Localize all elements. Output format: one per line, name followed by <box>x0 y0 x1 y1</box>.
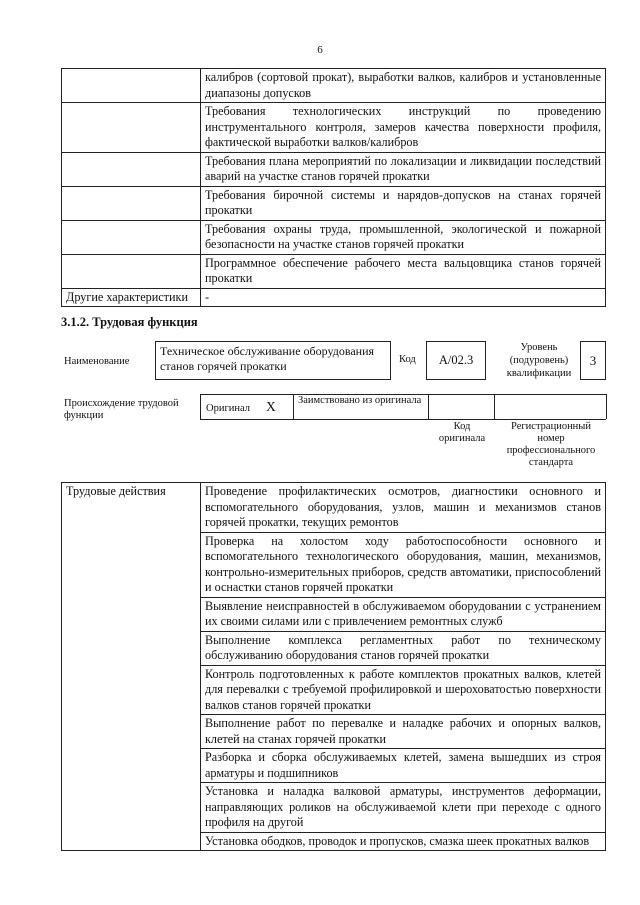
row-value: Требования бирочной системы и нарядов-допусков на станах горячей прокатки <box>201 186 606 220</box>
row-value: - <box>201 288 606 307</box>
labor-action-item: Проведение профилактических осмотров, диагностики основного и вспомогательного оборудования, узлов, машин и механизмов станов горячей прокатки, текущих ремонтов <box>201 483 606 533</box>
knowledge-table <box>61 68 606 307</box>
row-label <box>62 152 201 186</box>
code-original-caption: Код оригинала <box>438 421 486 444</box>
table-row <box>62 220 606 254</box>
row-label: Другие характеристики <box>62 288 201 307</box>
table-row <box>62 69 606 103</box>
function-name-box <box>155 341 391 380</box>
level-value: 3 <box>589 353 597 368</box>
level-label: Уровень (подуровень) квалификации <box>506 342 572 379</box>
table-row <box>62 103 606 153</box>
page-number: 6 <box>317 44 323 56</box>
table-row <box>62 288 606 307</box>
code-value: A/02.3 <box>438 353 474 367</box>
labor-action-item: Установка и наладка валковой арматуры, инструментов деформации, направляющих роликов на обслуживаемой клети при переходе с одного профиля на другой <box>201 783 606 833</box>
level-box <box>580 341 606 380</box>
row-value: Требования технологических инструкций по проведению инструментального контроля, замеров качества поверхности профиля, фактической выработки валков/калибров <box>201 103 606 153</box>
labor-action-item: Выполнение комплекса регламентных работ по техническому обслуживанию оборудования станов горячей прокатки <box>201 631 606 665</box>
borrowed-label: Заимствовано из оригинала <box>298 395 422 406</box>
table-row <box>62 254 606 288</box>
row-label <box>62 103 201 153</box>
name-label: Наименование <box>64 356 130 367</box>
original-label: Оригинал <box>206 403 250 414</box>
row-label <box>62 254 201 288</box>
labor-action-item: Разборка и сборка обслуживаемых клетей, замена вышедших из строя арматуры и подшипников <box>201 749 606 783</box>
code-label: Код <box>399 354 416 365</box>
labor-action-item: Выполнение работ по перевалке и наладке рабочих и опорных валков, клетей на станах горячей прокатки <box>201 715 606 749</box>
table-row <box>62 483 606 533</box>
table-row <box>62 186 606 220</box>
row-label <box>62 220 201 254</box>
row-value: калибров (сортовой прокат), выработки валков, калибров и установленные диапазоны допусков <box>201 69 606 103</box>
row-label <box>62 186 201 220</box>
labor-action-item: Проверка на холостом ходу работоспособности основного и вспомогательного технологического оборудования, машин, механизмов, контрольно-измерительных приборов, средств автоматики, приспособлений и оснастки станов горячей прокатки <box>201 532 606 597</box>
row-label <box>62 69 201 103</box>
labor-action-item: Контроль подготовленных к работе комплектов прокатных валков, клетей для перевалки с требуемой профилировкой и шероховатостью поверхности валков станов горячей прокатки <box>201 665 606 715</box>
code-box <box>426 341 486 380</box>
function-name-value: Техническое обслуживание оборудования станов горячей прокатки <box>160 344 375 373</box>
table-row <box>62 152 606 186</box>
labor-actions-table <box>61 482 606 851</box>
section-title: 3.1.2. Трудовая функция <box>61 315 198 329</box>
labor-action-item: Выявление неисправностей в обслуживаемом оборудовании с устранением их своими силами или с привлечением ремонтных служб <box>201 597 606 631</box>
row-value: Требования плана мероприятий по локализации и ликвидации последствий аварий на участке станов горячей прокатки <box>201 152 606 186</box>
original-mark: X <box>266 399 276 414</box>
labor-action-item: Установка ободков, проводок и пропусков, смазка шеек прокатных валков <box>201 832 606 851</box>
row-value: Программное обеспечение рабочего места вальцовщика станов горячей прокатки <box>201 254 606 288</box>
labor-actions-label: Трудовые действия <box>62 483 201 851</box>
origin-label: Происхождение трудовой функции <box>64 398 179 421</box>
row-value: Требования охраны труда, промышленной, экологической и пожарной безопасности на участке станов горячей прокатки <box>201 220 606 254</box>
reg-number-caption: Регистрационный номер профессионального стандарта <box>506 421 596 468</box>
